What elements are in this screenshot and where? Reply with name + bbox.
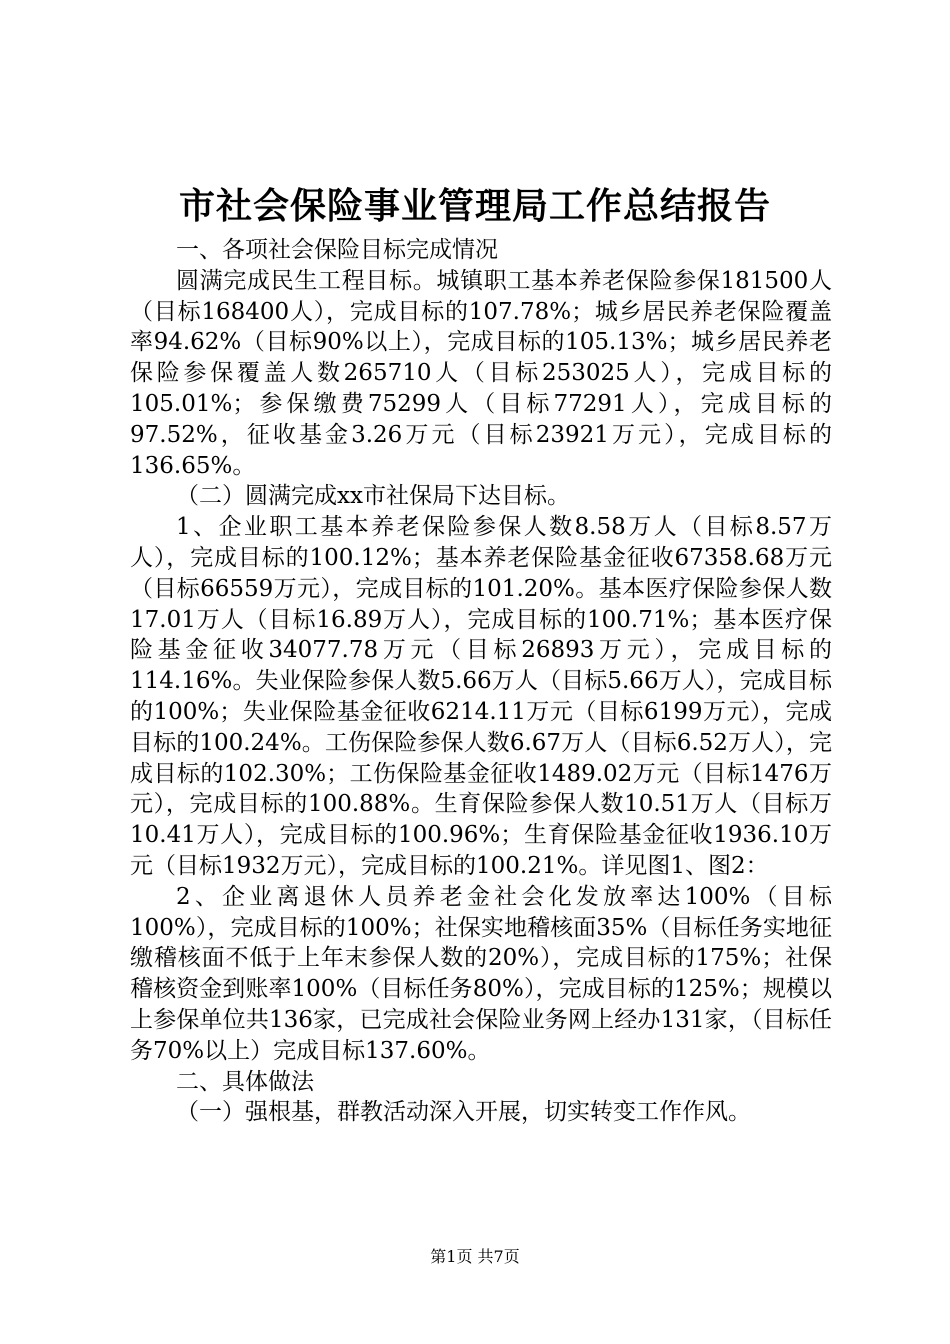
document-title: 市社会保险事业管理局工作总结报告 [178, 185, 771, 227]
paragraph-item-2: 2、企业离退休人员养老金社会化发放率达100%（目标100%），完成目标的100%；社保实地稽核面35%（目标任务实地征缴稽核面不低于上年末参保人数的20%），完成目标的175%；社保稽核资金到账率100%（目标任务80%），完成目标的125%；规模以上参保单位共136家，已完成社会保险业务网上经办131家，（目标任务70%以上）完成目标137.60%。 [130, 883, 832, 1064]
paragraph-item-1: 1、企业职工基本养老保险参保人数8.58万人（目标8.57万人），完成目标的100.12%；基本养老保险基金征收67358.68万元（目标66559万元），完成目标的101.20%。基本医疗保险参保人数17.01万人（目标16.89万人），完成目标的100.71%；基本医疗保险基金征收34077.78万元（目标26893万元），完成目标的114.16%。失业保险参保人数5.66万人（目标5.66万人），完成目标的100%；失业保险基金征收6214.11万元（目标6199万元），完成目标的100.24%。工伤保险参保人数6.67万人（目标6.52万人），完成目标的102.30%；工伤保险基金征收1489.02万元（目标1476万元），完成目标的100.88%。生育保险参保人数10.51万人（目标万10.41万人），完成目标的100.96%；生育保险基金征收1936.10万元（目标1932万元），完成目标的100.21%。详见图1、图2： [130, 514, 832, 879]
paragraph-livelihood-targets: 圆满完成民生工程目标。城镇职工基本养老保险参保181500人（目标168400人），完成目标的107.78%；城乡居民养老保险覆盖率94.62%（目标90%以上），完成目标的105.13%；城乡居民养老保险参保覆盖人数265710人（目标253025人），完成目标的105.01%；参保缴费75299人（目标77291人），完成目标的97.52%，征收基金3.26万元（目标23921万元），完成目标的136.65%。 [130, 267, 832, 479]
subsection-heading-2: （二）圆满完成xx市社保局下达目标。 [176, 483, 570, 510]
document-body [130, 235, 832, 1128]
subsection-heading-1: （一）强根基，群教活动深入开展，切实转变工作作风。 [176, 1099, 751, 1126]
page-number-footer: 第1页 共7页 [430, 1247, 520, 1266]
section-heading-1: 一、各项社会保险目标完成情况 [176, 237, 498, 263]
section-heading-2: 二、具体做法 [176, 1068, 314, 1095]
